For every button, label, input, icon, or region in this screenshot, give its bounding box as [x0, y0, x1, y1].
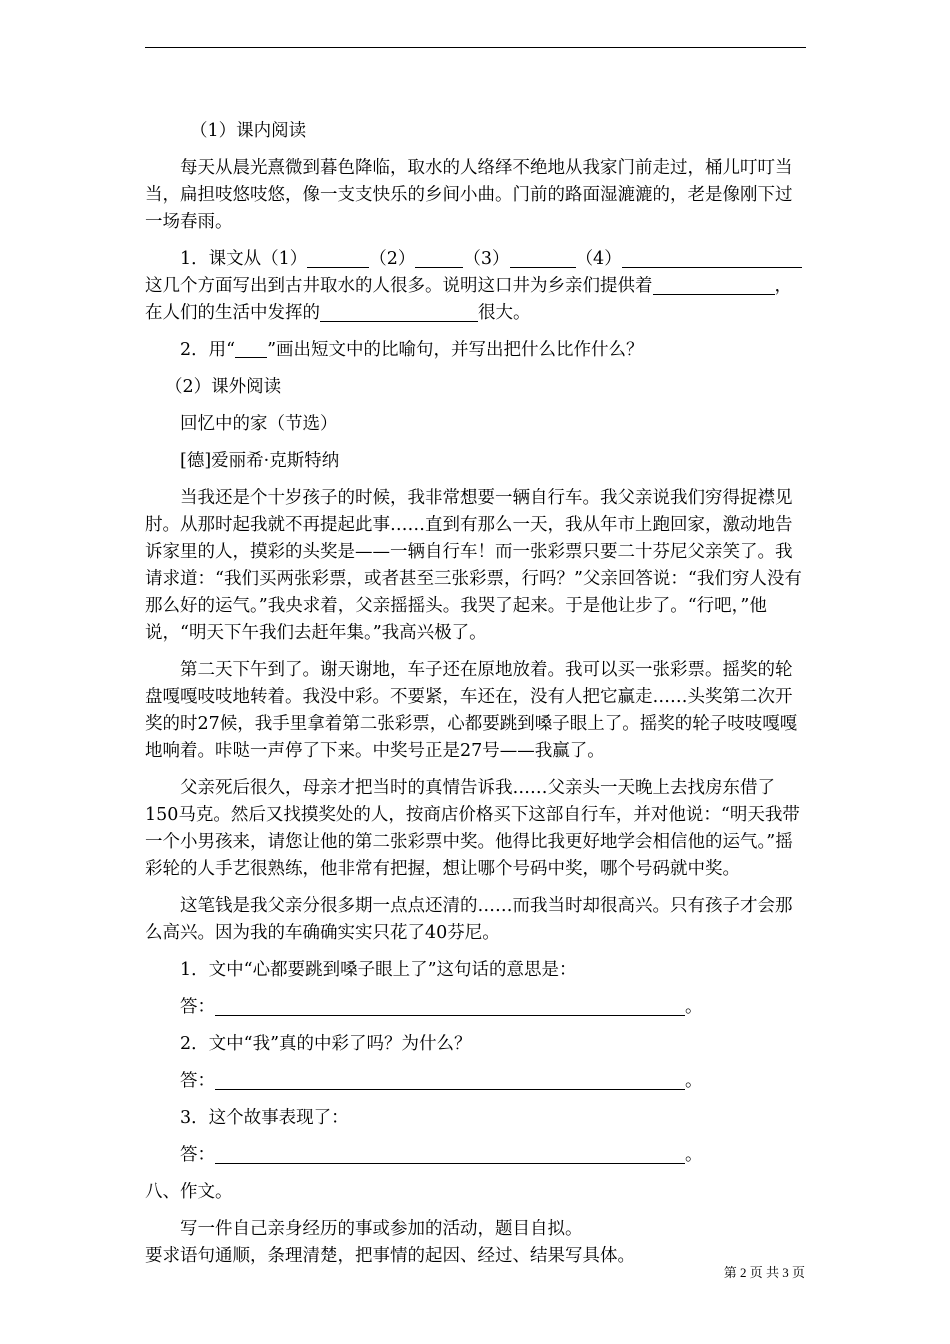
essay-requirements: 要求语句通顺，条理清楚，把事情的起因、经过、结果写具体。 — [145, 1246, 635, 1266]
extra-question-2: 2．文中“我”真的中彩了吗？为什么？ — [180, 1034, 472, 1054]
paragraph-3: 父亲死后很久，母亲才把当时的真情告诉我……父亲头一天晚上去找房东借了150马克。然后又找摸奖处的人，按商店价格买下这部自行车，并对他说：“明天我带一个小男孩来，请您让他的第二张彩票中奖。他得比我更好地学会相信他的运气。”摇彩轮的人手艺很熟练，他非常有把握，想让哪个号码中奖，哪个号码就中奖。 — [145, 778, 800, 879]
section-in-class: （1）课内阅读 — [190, 121, 307, 141]
underline-marker — [235, 339, 267, 358]
blank-5 — [653, 274, 775, 295]
passage-title: 回忆中的家（节选） — [180, 414, 338, 434]
document-body — [145, 118, 806, 1270]
section-extra: （2）课外阅读 — [165, 377, 282, 397]
question-2: 2．用“ ”画出短文中的比喻句，并写出把什么比作什么？ — [180, 340, 644, 360]
blank-4 — [622, 247, 802, 268]
page-footer: 第 2 页 共 3 页 — [723, 1265, 805, 1280]
header-rule — [145, 47, 806, 48]
answer-3: 答： 。 — [180, 1145, 703, 1165]
paragraph-4: 这笔钱是我父亲分很多期一点点还清的……而我当时却很高兴。只有孩子才会那么高兴。因为我的车确确实实只花了40芬尼。 — [145, 896, 793, 943]
answer-1: 答： 。 — [180, 997, 703, 1017]
essay-prompt: 写一件自己亲身经历的事或参加的活动，题目自拟。 — [180, 1219, 583, 1239]
passage-author: [德]爱丽希·克斯特纳 — [180, 451, 340, 471]
answer-3-line — [215, 1143, 685, 1164]
passage-1: 每天从晨光熹微到暮色降临，取水的人络绎不绝地从我家门前走过，桶儿叮叮当当，扁担吱悠吱悠，像一支支快乐的乡间小曲。门前的路面湿漉漉的，老是像刚下过一场春雨。 — [145, 158, 793, 232]
answer-2-line — [215, 1069, 685, 1090]
paragraph-2: 第二天下午到了。谢天谢地，车子还在原地放着。我可以买一张彩票。摇奖的轮盘嘎嘎吱吱地转着。我没中彩。不要紧，车还在，没有人把它赢走……头奖第二次开奖的时27候，我手里拿着第二张彩票，心都要跳到嗓子眼上了。摇奖的轮子吱吱嘎嘎地响着。咔哒一声停了下来。中奖号正是27号——我赢了。 — [145, 660, 798, 761]
blank-6 — [320, 301, 478, 322]
answer-1-line — [215, 995, 685, 1016]
question-1: 1．课文从（1） （2） （3） （4）这几个方面写出到古井取水的人很多。说明这口井为乡亲们提供着 ，在人们的生活中发挥的 很大。 — [145, 246, 806, 327]
section-8-heading: 八、作文。 — [145, 1182, 233, 1202]
blank-3 — [510, 247, 576, 268]
extra-question-3: 3．这个故事表现了： — [180, 1108, 349, 1128]
blank-1 — [307, 247, 369, 268]
answer-2: 答： 。 — [180, 1071, 703, 1091]
blank-2 — [415, 247, 463, 268]
extra-question-1: 1．文中“心都要跳到嗓子眼上了”这句话的意思是： — [180, 960, 577, 980]
paragraph-1: 当我还是个十岁孩子的时候，我非常想要一辆自行车。我父亲说我们穷得捉襟见肘。从那时起我就不再提起此事……直到有那么一天，我从年市上跑回家，激动地告诉家里的人，摸彩的头奖是——一辆自行车！而一张彩票只要二十芬尼父亲笑了。我请求道：“我们买两张彩票，或者甚至三张彩票，行吗？”父亲回答说：“我们穷人没有那么好的运气。”我央求着，父亲摇摇头。我哭了起来。于是他让步了。“行吧，”他说，“明天下午我们去赶年集。”我高兴极了。 — [145, 488, 802, 643]
